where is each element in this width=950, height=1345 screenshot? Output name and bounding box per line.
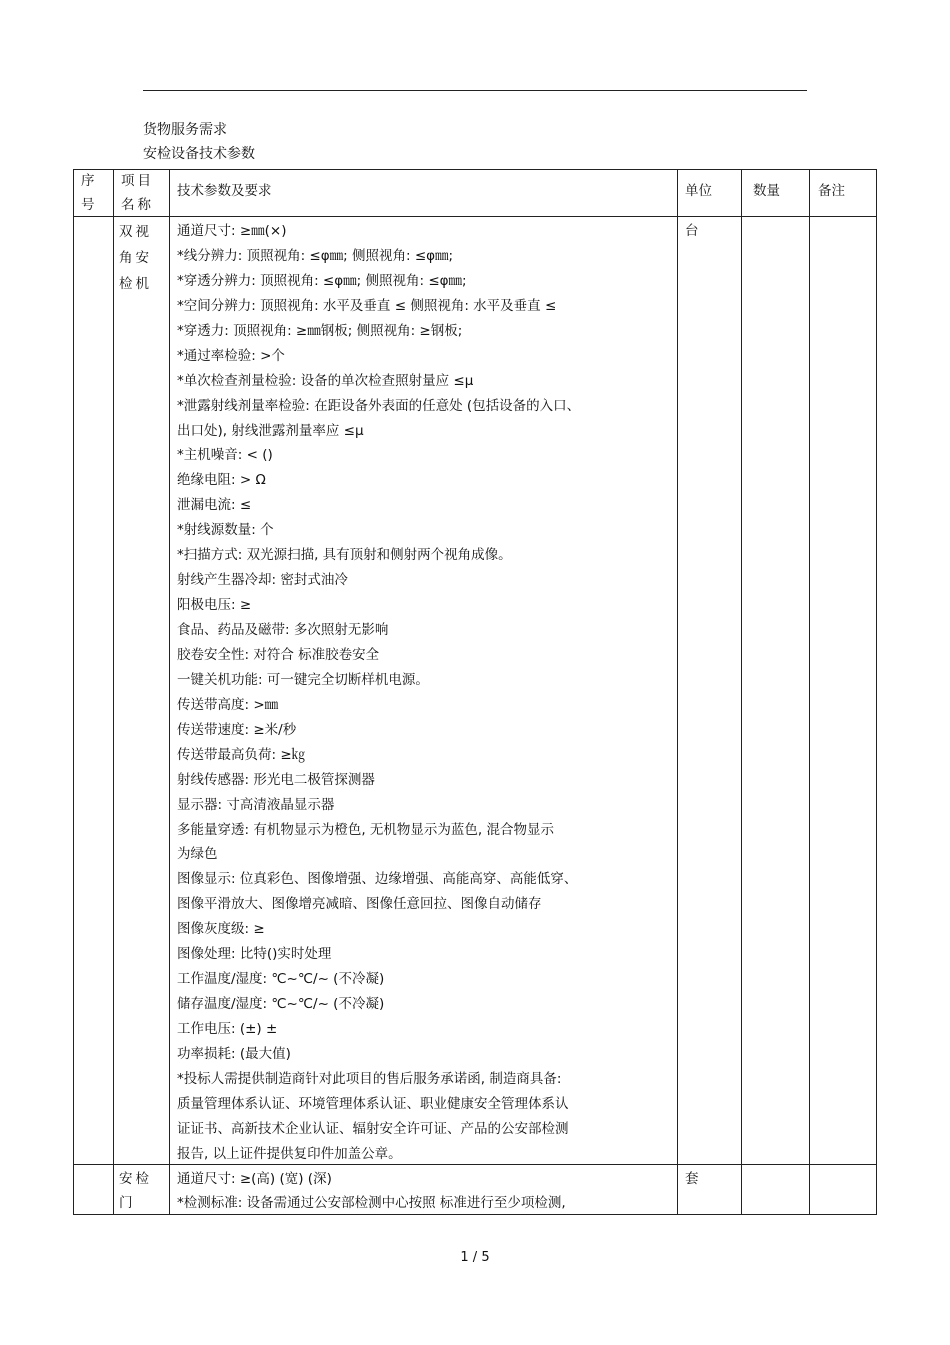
spec-line: *射线源数量: 个 xyxy=(177,522,274,539)
spec-line: 功率损耗: (最大值) xyxy=(177,1045,291,1062)
spec-line: 一键关机功能: 可一键完全切断样机电源。 xyxy=(177,671,429,688)
spec-list-security-gate xyxy=(177,1167,677,1215)
header-unit: 单位 xyxy=(685,183,712,199)
spec-line: 报告, 以上证件提供复印件加盖公章。 xyxy=(177,1145,402,1162)
spec-line: *检测标准: 设备需通过公安部检测中心按照 标准进行至少项检测, xyxy=(177,1195,566,1211)
spec-table xyxy=(73,169,877,1215)
spec-line: 通道尺寸: ≥(高) (宽) (深) xyxy=(177,1171,332,1187)
header-spec: 技术参数及要求 xyxy=(177,183,272,199)
spec-line: 图像显示: 位真彩色、图像增强、边缘增强、高能高穿、高能低穿、 xyxy=(177,871,578,888)
header-qty: 数量 xyxy=(753,183,780,199)
row-name-xray-scanner: 双视角安检机 xyxy=(119,224,152,292)
spec-line: 图像灰度级: ≥ xyxy=(177,921,265,938)
spec-line: *扫描方式: 双光源扫描, 具有顶射和侧射两个视角成像。 xyxy=(177,547,512,564)
spec-line: *单次检查剂量检验: 设备的单次检查照射量应 ≤μ xyxy=(177,372,474,389)
spec-line: *穿透分辨力: 顶照视角: ≤φ㎜; 侧照视角: ≤φ㎜; xyxy=(177,272,467,289)
spec-line: 多能量穿透: 有机物显示为橙色, 无机物显示为蓝色, 混合物显示 xyxy=(177,821,555,838)
spec-line: 工作温度/湿度: ℃~℃/~ (不冷凝) xyxy=(177,971,385,988)
header-name: 项目名称 xyxy=(121,173,154,213)
spec-line: 出口处), 射线泄露剂量率应 ≤μ xyxy=(177,422,364,439)
spec-line: 射线产生器冷却: 密封式油冷 xyxy=(177,572,348,589)
spec-line: *主机噪音: < () xyxy=(177,447,273,464)
spec-line: 传送带高度: >㎜ xyxy=(177,696,279,713)
spec-line: 显示器: 寸高清液晶显示器 xyxy=(177,796,335,813)
page-number: 1 / 5 xyxy=(460,1250,490,1265)
spec-line: 为绿色 xyxy=(177,846,218,863)
header-note: 备注 xyxy=(818,183,845,199)
spec-line: 储存温度/湿度: ℃~℃/~ (不冷凝) xyxy=(177,996,385,1013)
spec-line: 射线传感器: 形光电二极管探测器 xyxy=(177,771,375,788)
spec-line: *穿透力: 顶照视角: ≥㎜钢板; 侧照视角: ≥钢板; xyxy=(177,322,463,339)
spec-line: *投标人需提供制造商针对此项目的售后服务承诺函, 制造商具备: xyxy=(177,1070,562,1087)
spec-line: *线分辨力: 顶照视角: ≤φ㎜; 侧照视角: ≤φ㎜; xyxy=(177,247,454,264)
spec-line: 质量管理体系认证、环境管理体系认证、职业健康安全管理体系认 xyxy=(177,1095,569,1112)
spec-line: 阳极电压: ≥ xyxy=(177,597,252,614)
spec-line: 传送带最高负荷: ≥㎏ xyxy=(177,746,306,763)
spec-line: *通过率检验: >个 xyxy=(177,347,285,364)
spec-line: 图像处理: 比特()实时处理 xyxy=(177,946,332,963)
spec-line: 图像平滑放大、图像增亮减暗、图像任意回拉、图像自动储存 xyxy=(177,896,542,913)
row-unit-security-gate: 套 xyxy=(685,1171,699,1187)
section-heading-goods: 货物服务需求 xyxy=(143,122,227,138)
row-name-security-gate: 安检门 xyxy=(119,1171,152,1211)
header-rule xyxy=(143,90,807,91)
spec-line: 食品、药品及磁带: 多次照射无影响 xyxy=(177,622,389,638)
spec-line: 传送带速度: ≥米/秒 xyxy=(177,721,297,738)
spec-line: *泄露射线剂量率检验: 在距设备外表面的任意处 (包括设备的入口、 xyxy=(177,397,581,414)
spec-list-xray-scanner xyxy=(177,219,677,1167)
spec-line: 证证书、高新技术企业认证、辐射安全许可证、产品的公安部检测 xyxy=(177,1120,569,1137)
spec-line: 胶卷安全性: 对符合 标准胶卷安全 xyxy=(177,646,380,663)
spec-line: 工作电压: (±) ± xyxy=(177,1021,278,1037)
row-unit-xray-scanner: 台 xyxy=(685,223,699,239)
section-heading-params: 安检设备技术参数 xyxy=(143,146,255,162)
spec-line: *空间分辨力: 顶照视角: 水平及垂直 ≤ 侧照视角: 水平及垂直 ≤ xyxy=(177,297,557,314)
spec-line: 通道尺寸: ≥㎜(×) xyxy=(177,223,287,239)
header-seq: 序号 xyxy=(81,173,95,213)
spec-line: 绝缘电阻: > Ω xyxy=(177,472,266,489)
spec-line: 泄漏电流: ≤ xyxy=(177,497,252,514)
